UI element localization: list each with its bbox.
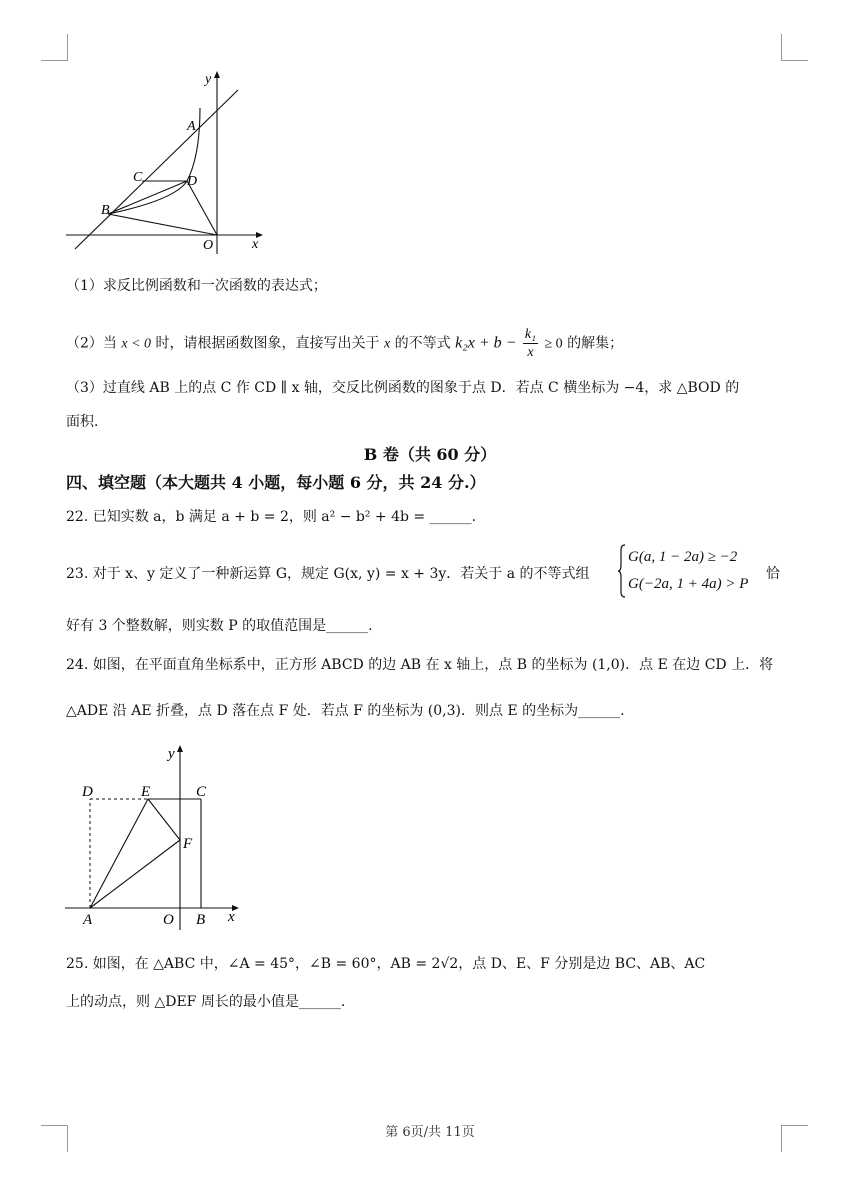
question-22: 22. 已知实数 a，b 满足 a + b = 2，则 a² − b² + 4b = ______. [66, 509, 477, 525]
label-d: D [82, 784, 93, 800]
q23-line1-end: 恰 [766, 566, 780, 582]
segment-ef [148, 799, 180, 840]
label-y: y [205, 72, 212, 87]
fraction-numerator: k₁ [524, 327, 536, 342]
brace-icon [618, 544, 626, 598]
label-c: C [196, 784, 207, 800]
corner-mark-top-right [781, 34, 808, 61]
label-f: F [183, 836, 193, 852]
section-4-title: 四、填空题（本大题共 4 小题，每小题 6 分，共 24 分.） [66, 473, 486, 492]
q21-part2 [66, 326, 623, 361]
question-25-line2: 上的动点，则 △DEF 周长的最小值是______. [66, 994, 346, 1010]
figure-square-fold [60, 740, 260, 935]
label-a: A [187, 119, 196, 134]
line-ab [75, 90, 238, 249]
q21-p2-ineq-right: ≥ 0 [544, 336, 563, 352]
q23-system-brace [618, 544, 626, 598]
label-o: O [163, 912, 174, 928]
q21-p2-a: （2）当 [66, 335, 117, 352]
q21-part3-line1: （3）过直线 AB 上的点 C 作 CD ∥ x 轴，交反比例函数的图象于点 D．若点 C 横坐标为 −4，求 △BOD 的 [66, 380, 740, 396]
question-24-line2: △ADE 沿 AE 折叠，点 D 落在点 F 处．若点 F 的坐标为 (0,3)．则点 E 的坐标为______. [66, 703, 625, 719]
q21-part3-line2: 面积． [66, 414, 108, 430]
y-axis-arrow [177, 745, 183, 752]
figure-function-graph [60, 68, 270, 258]
label-c: C [133, 170, 143, 185]
q21-p2-fraction [523, 326, 538, 361]
q21-p2-c: 的不等式 [394, 335, 451, 352]
segment-od [187, 181, 217, 235]
question-24-line1: 24. 如图，在平面直角坐标系中，正方形 ABCD 的边 AB 在 x 轴上，点 B 的坐标为 (1,0)．点 E 在边 CD 上．将 [66, 657, 774, 673]
label-x: x [228, 909, 235, 925]
q21-p2-d: 的解集； [567, 335, 624, 352]
q21-p2-b: 时，请根据函数图象，直接写出关于 [155, 335, 380, 352]
label-b: B [196, 912, 206, 928]
section-b-title: B 卷（共 60 分） [363, 445, 497, 464]
label-e: E [141, 784, 151, 800]
label-o: O [203, 238, 214, 253]
q21-p2-var: x [383, 336, 391, 352]
segment-bd [108, 181, 187, 214]
label-x: x [252, 237, 259, 252]
label-y: y [168, 746, 175, 762]
label-b: B [101, 203, 110, 218]
label-a: A [83, 912, 93, 928]
segment-ae [90, 799, 148, 908]
y-axis-arrow [214, 71, 220, 78]
segment-ob [108, 214, 217, 235]
q23-system-line1: G(a, 1 − 2a) ≥ −2 [628, 549, 738, 565]
corner-mark-top-left [41, 34, 68, 61]
page-footer: 第 6页/共 11页 [385, 1125, 475, 1140]
fraction-denominator: x [527, 345, 534, 360]
q21-p2-cond: x < 0 [121, 336, 152, 352]
q23-system-line2: G(−2a, 1 + 4a) > P [628, 576, 749, 592]
question-23-line2: 好有 3 个整数解，则实数 P 的取值范围是______. [66, 618, 373, 634]
question-23-line1: 23. 对于 x、y 定义了一种新运算 G，规定 G(x, y) = x + 3y．若关于 a 的不等式组 [66, 566, 590, 582]
q21-p2-ineq-left: k₂x + b − [455, 334, 517, 352]
question-25-line1: 25. 如图，在 △ABC 中，∠A = 45°，∠B = 60°，AB = 2√2，点 D、E、F 分别是边 BC、AB、AC [66, 956, 706, 972]
q21-part1: （1）求反比例函数和一次函数的表达式； [66, 278, 327, 294]
label-d: D [187, 174, 198, 189]
segment-af [90, 840, 180, 908]
